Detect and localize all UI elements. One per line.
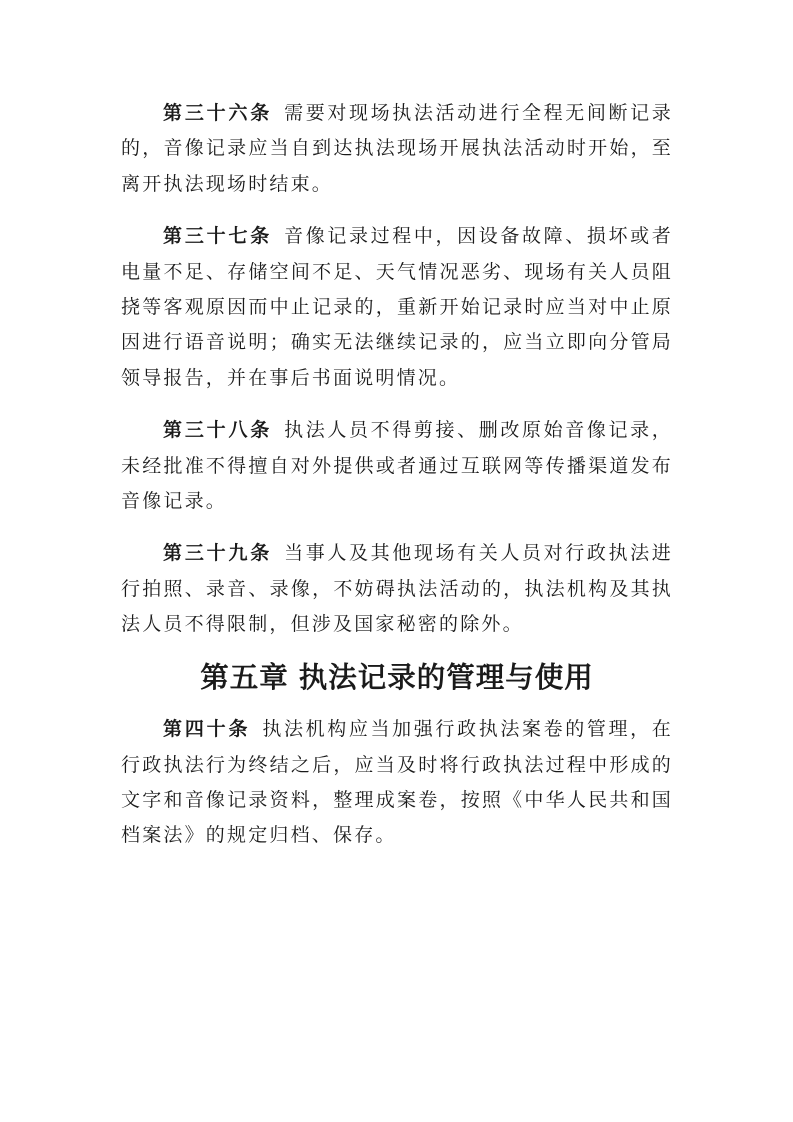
chapter-title: 执法记录的管理与使用 <box>298 660 594 694</box>
article-number: 第三十六条 <box>163 102 273 124</box>
article-text: 执法机构应当加强行政执法案卷的管理，在行政执法行为终结之后，应当及时将行政执法过程中形成的文字和音像记录资料，整理成案卷，按照《中华人民共和国档案法》的规定归档、保存。 <box>121 718 673 847</box>
article-40 <box>121 712 673 854</box>
article-number: 第三十八条 <box>163 419 273 442</box>
article-text: 执法人员不得剪接、删改原始音像记录，未经批准不得擅自对外提供或者通过互联网等传播渠道发布音像记录。 <box>121 419 673 513</box>
chapter-number: 第五章 <box>200 660 289 694</box>
article-38 <box>121 413 673 519</box>
article-text: 需要对现场执法活动进行全程无间断记录的，音像记录应当自到达执法现场开展执法活动时开始，至离开执法现场时结束。 <box>121 102 673 195</box>
article-text: 音像记录过程中，因设备故障、损坏或者电量不足、存储空间不足、天气情况恶劣、现场有关人员阻挠等客观原因而中止记录的，重新开始记录时应当对中止原因进行语音说明；确实无法继续记录的，应当立即向分管局领导报告，并在事后书面说明情况。 <box>121 225 673 389</box>
chapter-heading <box>121 660 673 695</box>
article-text: 当事人及其他现场有关人员对行政执法进行拍照、录音、录像，不妨碍执法活动的，执法机构及其执法人员不得限制，但涉及国家秘密的除外。 <box>121 542 673 636</box>
article-number: 第三十七条 <box>163 225 273 248</box>
article-39 <box>121 536 673 642</box>
document-page <box>121 96 673 871</box>
article-36 <box>121 96 673 202</box>
article-37 <box>121 219 673 396</box>
article-number: 第四十条 <box>163 718 251 741</box>
article-number: 第三十九条 <box>163 542 273 565</box>
